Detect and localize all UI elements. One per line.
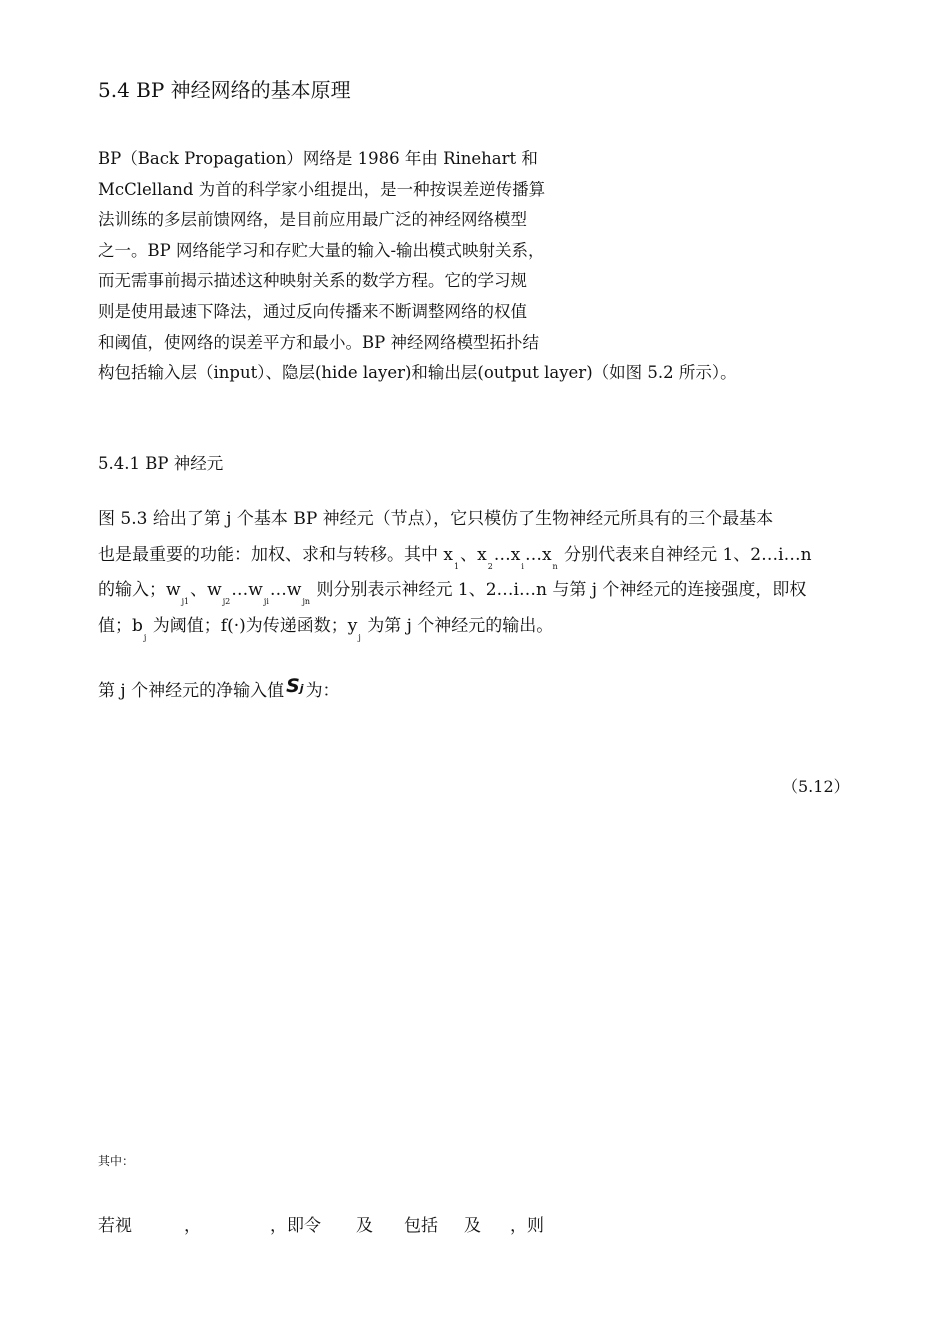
subscript: ji (263, 597, 269, 606)
text: …x (493, 544, 521, 565)
text: 也是最重要的功能：加权、求和与转移。其中 x (98, 544, 453, 565)
intro-line: BP（Back Propagation）网络是 1986 年由 Rinehart 和 (98, 149, 538, 168)
subsection-title: 5.4.1 BP 神经元 (98, 454, 224, 473)
text: 为： (305, 681, 340, 701)
condition-fragment: ，即令 (270, 1216, 321, 1236)
text: 则分别表示神经元 1、2…i…n 与第 j 个神经元的连接强度，即权 (311, 580, 807, 600)
intro-line: 而无需事前揭示描述这种映射关系的数学方程。它的学习规 (98, 271, 527, 291)
text: 、w (190, 580, 222, 600)
subscript: jn (302, 597, 311, 606)
condition-fragment: ，则 (510, 1216, 544, 1236)
subscript: j2 (222, 597, 231, 606)
condition-fragment: 及 (464, 1216, 481, 1236)
where-label: 其中： (98, 1154, 135, 1168)
subscript: 1 (454, 561, 460, 571)
condition-fragment: 若视 (98, 1216, 132, 1236)
neuron-description (98, 502, 868, 644)
symbol-subscript: j (299, 682, 304, 695)
intro-line: McClelland 为首的科学家小组提出，是一种按误差逆传播算 (98, 179, 546, 199)
subscript: j (358, 632, 361, 642)
text: 值；b (98, 615, 143, 636)
subscript: n (552, 561, 558, 571)
text: 、x (460, 544, 487, 565)
intro-line: 法训练的多层前馈网络，是目前应用最广泛的神经网络模型 (98, 210, 527, 230)
text: 为第 j 个神经元的输出。 (361, 615, 554, 636)
text: 分别代表来自神经元 1、2…i…n (558, 544, 812, 565)
condition-fragment: 包括 (404, 1216, 438, 1236)
text: 为阈值；f(·)为传递函数；y (147, 615, 358, 636)
section-title: 5.4 BP 神经网络的基本原理 (98, 78, 351, 102)
neuron-line (98, 538, 868, 574)
subscript: j1 (181, 597, 190, 606)
net-input-statement (98, 676, 340, 707)
subscript: i (521, 561, 524, 571)
text: …w (269, 580, 302, 600)
neuron-line: 图 5.3 给出了第 j 个基本 BP 神经元（节点），它只模仿了生物神经元所具有的三个最基本 (98, 509, 774, 529)
text: …x (524, 544, 552, 565)
net-input-symbol (286, 672, 303, 703)
condition-fragment: ， (184, 1216, 201, 1236)
symbol-letter: S (286, 675, 300, 697)
text: 的输入；w (98, 580, 181, 600)
intro-line: 之一。BP 网络能学习和存贮大量的输入-输出模式映射关系， (98, 240, 545, 260)
text: 第 j 个神经元的净输入值 (98, 681, 285, 701)
neuron-line (98, 573, 868, 609)
intro-line: 和阈值，使网络的误差平方和最小。BP 神经网络模型拓扑结 (98, 332, 539, 352)
intro-paragraph (98, 144, 737, 389)
text: …w (231, 580, 263, 600)
neuron-line (98, 609, 868, 645)
intro-line: 构包括输入层（input）、隐层(hide layer)和输出层(output layer)（如图 5.2 所示）。 (98, 363, 737, 383)
subscript: j (143, 632, 147, 642)
subscript: 2 (487, 561, 493, 571)
equation-number: （5.12） (782, 777, 850, 796)
condition-fragment: 及 (356, 1216, 373, 1236)
intro-line: 则是使用最速下降法，通过反向传播来不断调整网络的权值 (98, 301, 527, 321)
